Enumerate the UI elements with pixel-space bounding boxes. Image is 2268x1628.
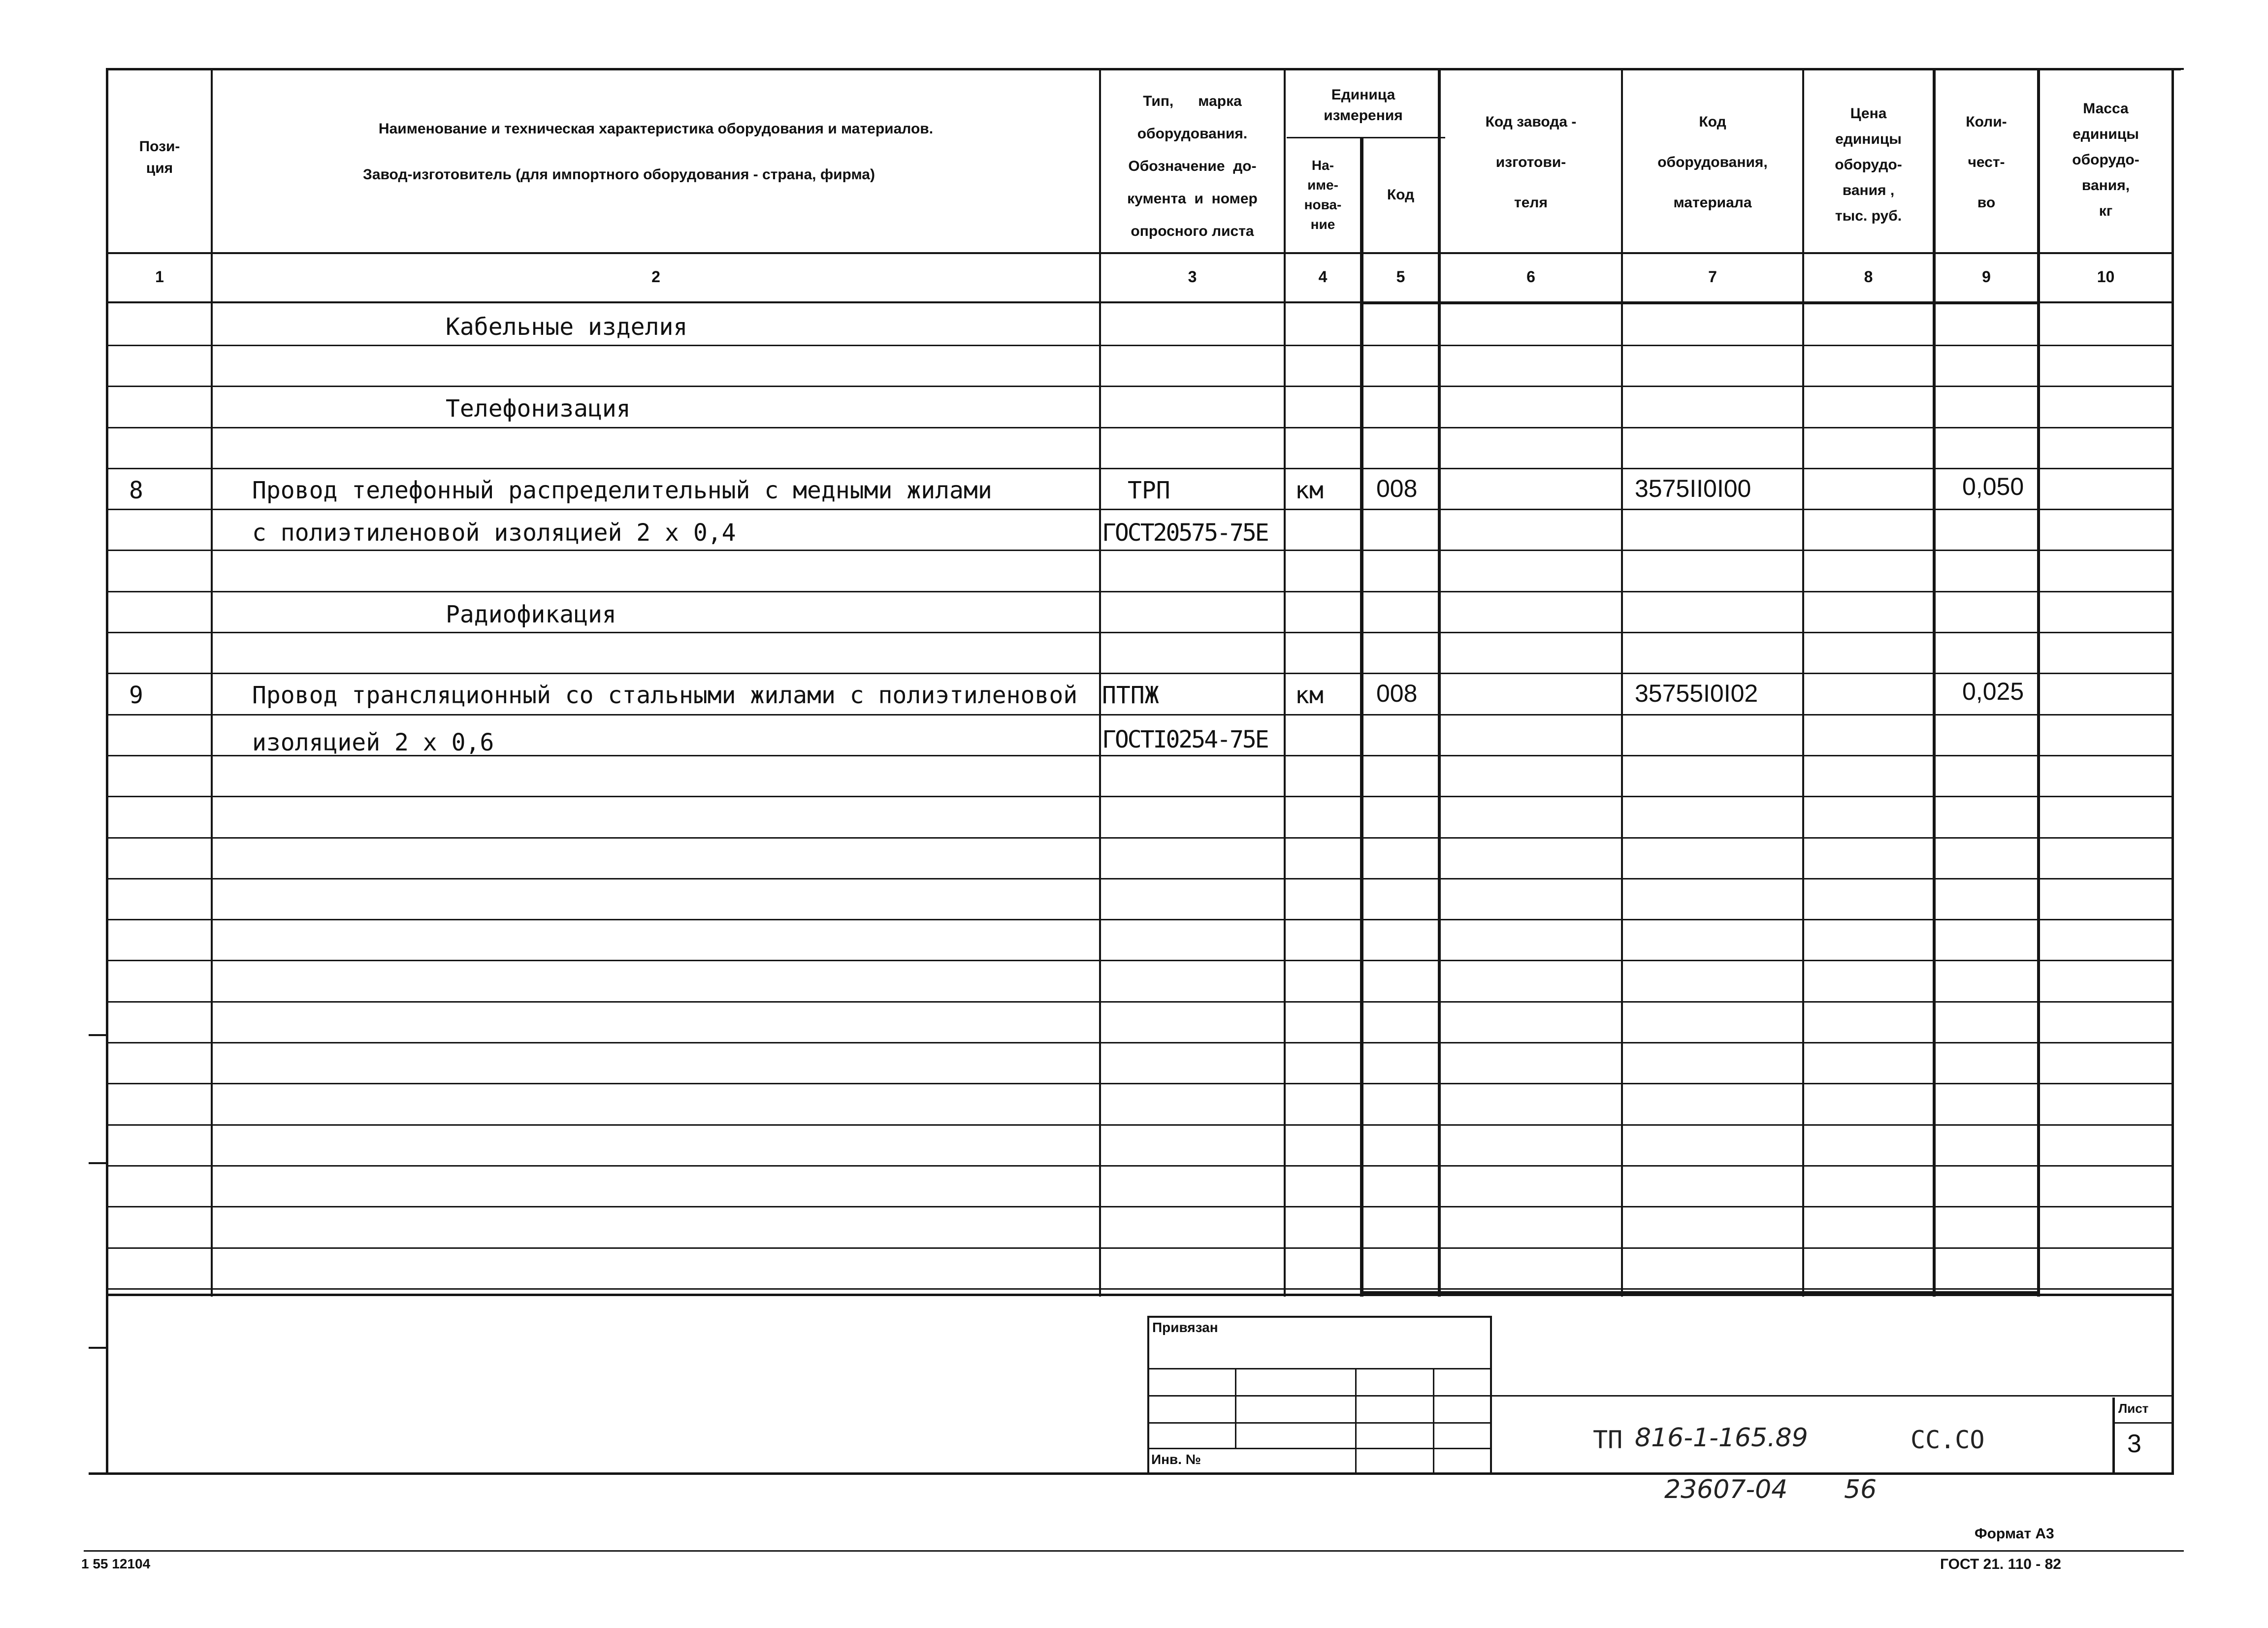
table-row-8-equipment-code: 3575II0I00	[1635, 475, 1751, 502]
table-row-9-position: 9	[129, 682, 143, 709]
stamp-box-top	[1147, 1316, 1492, 1318]
table-row-9-name: Провод трансляционный со стальными жилами с полиэтиленовой	[252, 682, 1078, 709]
frame-right	[2171, 68, 2174, 1474]
stamp-vline-1	[1235, 1368, 1236, 1448]
header-unit-code: Код	[1387, 187, 1415, 203]
row-divider	[108, 837, 2171, 839]
table-row-9-equipment-code: 35755I0I02	[1635, 680, 1758, 707]
row-divider	[108, 468, 2171, 469]
stamp-line-3	[1147, 1422, 1492, 1424]
colnum-1: 1	[155, 267, 164, 286]
colnum-4: 4	[1318, 267, 1328, 286]
row-divider	[108, 1001, 2171, 1003]
colnum-5: 5	[1396, 267, 1405, 286]
table-row-9-code: 008	[1376, 680, 1418, 707]
stamp-inv-label: Инв. №	[1151, 1452, 1201, 1467]
header-type: Тип, марка оборудования. Обозначение до- кумента и номер опросного листа	[1127, 93, 1258, 239]
corner-tick	[2174, 68, 2184, 70]
table-row-9-name-cont: изоляцией 2 х 0,6	[252, 729, 494, 756]
stamp-box-right	[1490, 1316, 1492, 1473]
stamp-vline-3	[1433, 1368, 1434, 1473]
doc-number: 816-1-165.89	[1635, 1423, 1808, 1453]
handwritten-number: 23607-04	[1664, 1475, 1788, 1504]
sheet-box-line	[2112, 1422, 2174, 1424]
stamp-privyazan-label: Привязан	[1152, 1320, 1218, 1335]
row-divider	[108, 673, 2171, 674]
col-line-4	[1360, 137, 1363, 1297]
unit-group-line	[1287, 137, 1445, 138]
main-stamp-top	[1492, 1395, 2174, 1397]
section-title-telephony: Телефонизация	[446, 395, 631, 423]
header-name-line2: Завод-изготовитель (для импортного оборудования - страна, фирма)	[363, 166, 875, 183]
doc-code-prefix: ТП	[1593, 1426, 1623, 1454]
margin-tick-3	[89, 1347, 106, 1349]
colnum-7: 7	[1708, 267, 1717, 286]
table-row-9-unit: км	[1295, 682, 1324, 709]
row-divider	[108, 1247, 2171, 1249]
colnum-8: 8	[1864, 267, 1873, 286]
stamp-line-4	[1147, 1448, 1492, 1449]
row-divider	[108, 591, 2171, 592]
footer-format: Формат А3	[1975, 1526, 2054, 1542]
row-divider	[108, 509, 2171, 510]
row-divider	[108, 714, 2171, 716]
stamp-line-1	[1147, 1368, 1492, 1369]
header-plant-code: Код завода - изготови- теля	[1485, 114, 1577, 211]
header-mass: Масса единицы оборудо- вания, кг	[2072, 100, 2139, 219]
header-name-line1: Наименование и техническая характеристика оборудования и материалов.	[378, 121, 934, 137]
section-title-cable: Кабельные изделия	[446, 313, 688, 341]
margin-tick-2	[89, 1162, 106, 1164]
table-row-9-standard: ГОСТI0254-75Е	[1102, 726, 1268, 753]
table-row-9-type: ПТПЖ	[1102, 682, 1159, 709]
header-unit-name: На- име- нова- ние	[1304, 158, 1342, 232]
sheet-label: Лист	[2118, 1401, 2149, 1416]
row-divider	[108, 427, 2171, 428]
footer-left-code: 1 55 12104	[81, 1556, 151, 1571]
table-row-8-standard: ГОСТ20575-75Е	[1102, 519, 1268, 547]
colnum-9: 9	[1982, 267, 1991, 286]
table-row-8-name: Провод телефонный распределительный с медными жилами	[252, 477, 992, 504]
table-row-8-quantity: 0,050	[1962, 473, 2024, 500]
row-divider	[108, 796, 2171, 797]
table-row-8-unit: км	[1295, 477, 1324, 504]
footer-line	[84, 1550, 2184, 1552]
row-divider	[108, 632, 2171, 633]
handwritten-number-2: 56	[1844, 1475, 1877, 1504]
stamp-box-left	[1147, 1316, 1149, 1473]
row-divider	[108, 878, 2171, 879]
header-equipment-code: Код оборудования, материала	[1657, 114, 1768, 211]
row-divider	[108, 386, 2171, 387]
row-divider	[108, 1165, 2171, 1167]
frame-top	[106, 68, 2181, 70]
colnum-6: 6	[1526, 267, 1535, 286]
footer-standard: ГОСТ 21. 110 - 82	[1940, 1556, 2061, 1572]
sheet-box-left	[2112, 1398, 2115, 1474]
table-bottom-line	[106, 1294, 2174, 1296]
table-row-8-code: 008	[1376, 475, 1418, 502]
stamp-vline-2	[1355, 1368, 1357, 1473]
row-divider	[108, 1042, 2171, 1043]
block-top-line	[1360, 301, 2040, 304]
stamp-line-2	[1147, 1395, 1492, 1397]
row-divider	[108, 1288, 2171, 1290]
sheet-number: 3	[2127, 1430, 2141, 1458]
table-row-9-quantity: 0,025	[1962, 678, 2024, 705]
header-unit-group: Единица измерения	[1324, 87, 1403, 124]
row-divider	[108, 1124, 2171, 1126]
table-row-8-type: ТРП	[1128, 477, 1170, 504]
row-divider	[108, 919, 2171, 920]
header-quantity: Коли- чест- во	[1966, 114, 2007, 211]
header-price: Цена единицы оборудо- вания , тыс. руб.	[1835, 105, 1902, 224]
doc-suffix: СС.СО	[1911, 1426, 1985, 1454]
row-divider	[108, 1083, 2171, 1084]
colnum-3: 3	[1188, 267, 1197, 286]
row-divider	[108, 1206, 2171, 1207]
section-title-radio: Радиофикация	[446, 601, 616, 628]
header-position: Пози- ция	[139, 138, 180, 176]
table-row-8-name-cont: с полиэтиленовой изоляцией 2 х 0,4	[252, 519, 736, 547]
table-row-8-position: 8	[129, 477, 143, 504]
row-divider	[108, 345, 2171, 346]
row-divider	[108, 960, 2171, 961]
colnum-2: 2	[651, 267, 660, 286]
row-divider	[108, 550, 2171, 551]
margin-tick-1	[89, 1034, 106, 1036]
colnum-10: 10	[2097, 267, 2115, 286]
